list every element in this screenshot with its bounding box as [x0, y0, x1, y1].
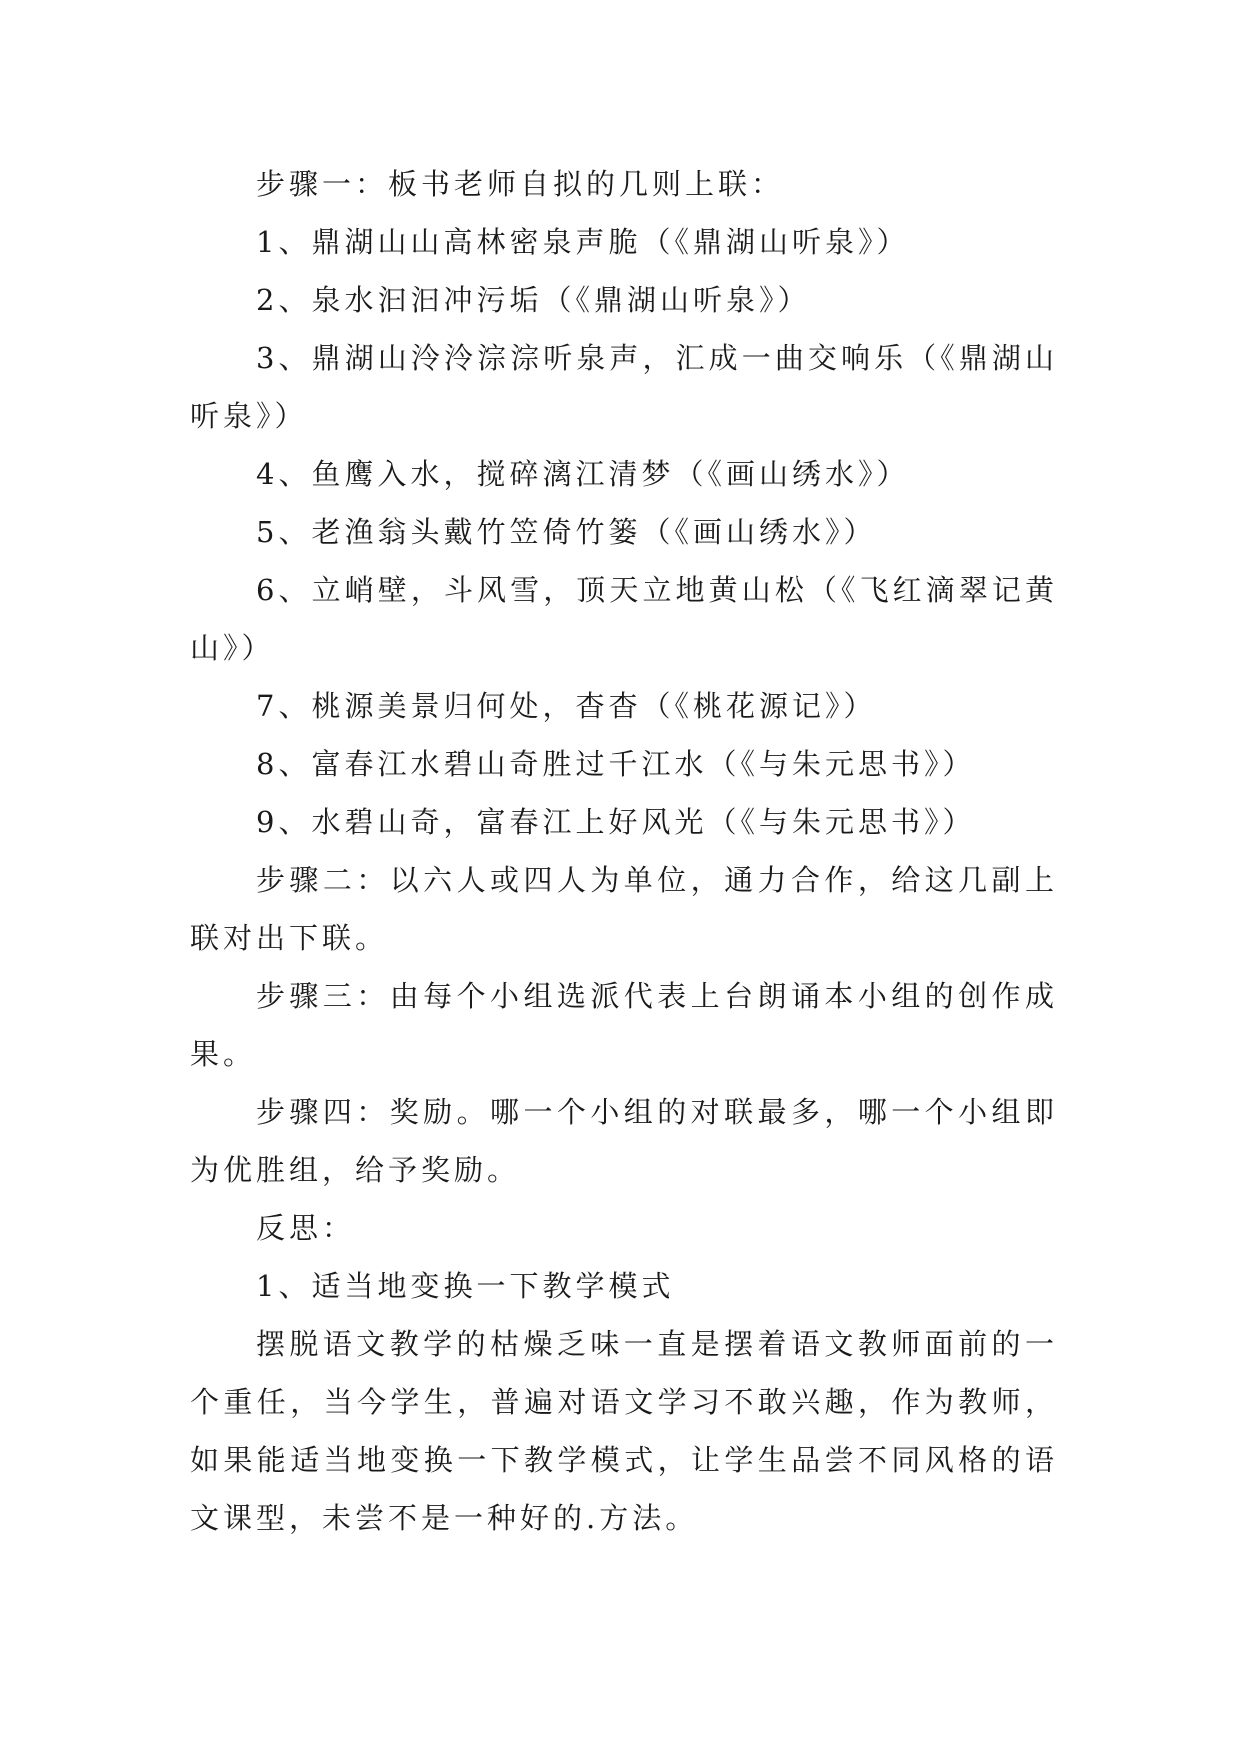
- couplet-item-1: 1、鼎湖山山高林密泉声脆（《鼎湖山听泉》）: [256, 225, 910, 259]
- couplet-item-6: 6、立峭壁，斗风雪，顶天立地黄山松（《飞红滴翠记黄山》）: [190, 573, 1058, 665]
- reflection-body-paragraph: 摆脱语文教学的枯燥乏味一直是摆着语文教师面前的一个重任，当今学生，普遍对语文学习不敢兴趣，作为教师，如果能适当地变换一下教学模式，让学生品尝不同风格的语文课型，未尝不是一种好的.方法。: [190, 1327, 1058, 1535]
- couplet-item-7: 7、桃源美景归何处，杳杳（《桃花源记》）: [256, 689, 877, 723]
- couplet-item-9: 9、水碧山奇，富春江上好风光（《与朱元思书》）: [256, 805, 976, 839]
- reflection-heading: 反思：: [256, 1211, 356, 1245]
- step-four-paragraph: 步骤四：奖励。哪一个小组的对联最多，哪一个小组即为优胜组，给予奖励。: [190, 1095, 1058, 1187]
- step-two-paragraph: 步骤二：以六人或四人为单位，通力合作，给这几副上联对出下联。: [190, 863, 1058, 955]
- reflection-point-1: 1、适当地变换一下教学模式: [256, 1269, 675, 1303]
- couplet-item-3: 3、鼎湖山泠泠淙淙听泉声，汇成一曲交响乐（《鼎湖山听泉》）: [190, 341, 1058, 433]
- document-body: [190, 155, 1058, 1547]
- step-three-paragraph: 步骤三：由每个小组选派代表上台朗诵本小组的创作成果。: [190, 979, 1058, 1071]
- couplet-item-4: 4、鱼鹰入水，搅碎漓江清梦（《画山绣水》）: [256, 457, 910, 491]
- couplet-item-5: 5、老渔翁头戴竹笠倚竹篓（《画山绣水》）: [256, 515, 877, 549]
- couplet-item-8: 8、富春江水碧山奇胜过千江水（《与朱元思书》）: [256, 747, 976, 781]
- couplet-item-2: 2、泉水汩汩冲污垢（《鼎湖山听泉》）: [256, 283, 811, 317]
- step-one-heading: 步骤一：板书老师自拟的几则上联：: [256, 167, 785, 201]
